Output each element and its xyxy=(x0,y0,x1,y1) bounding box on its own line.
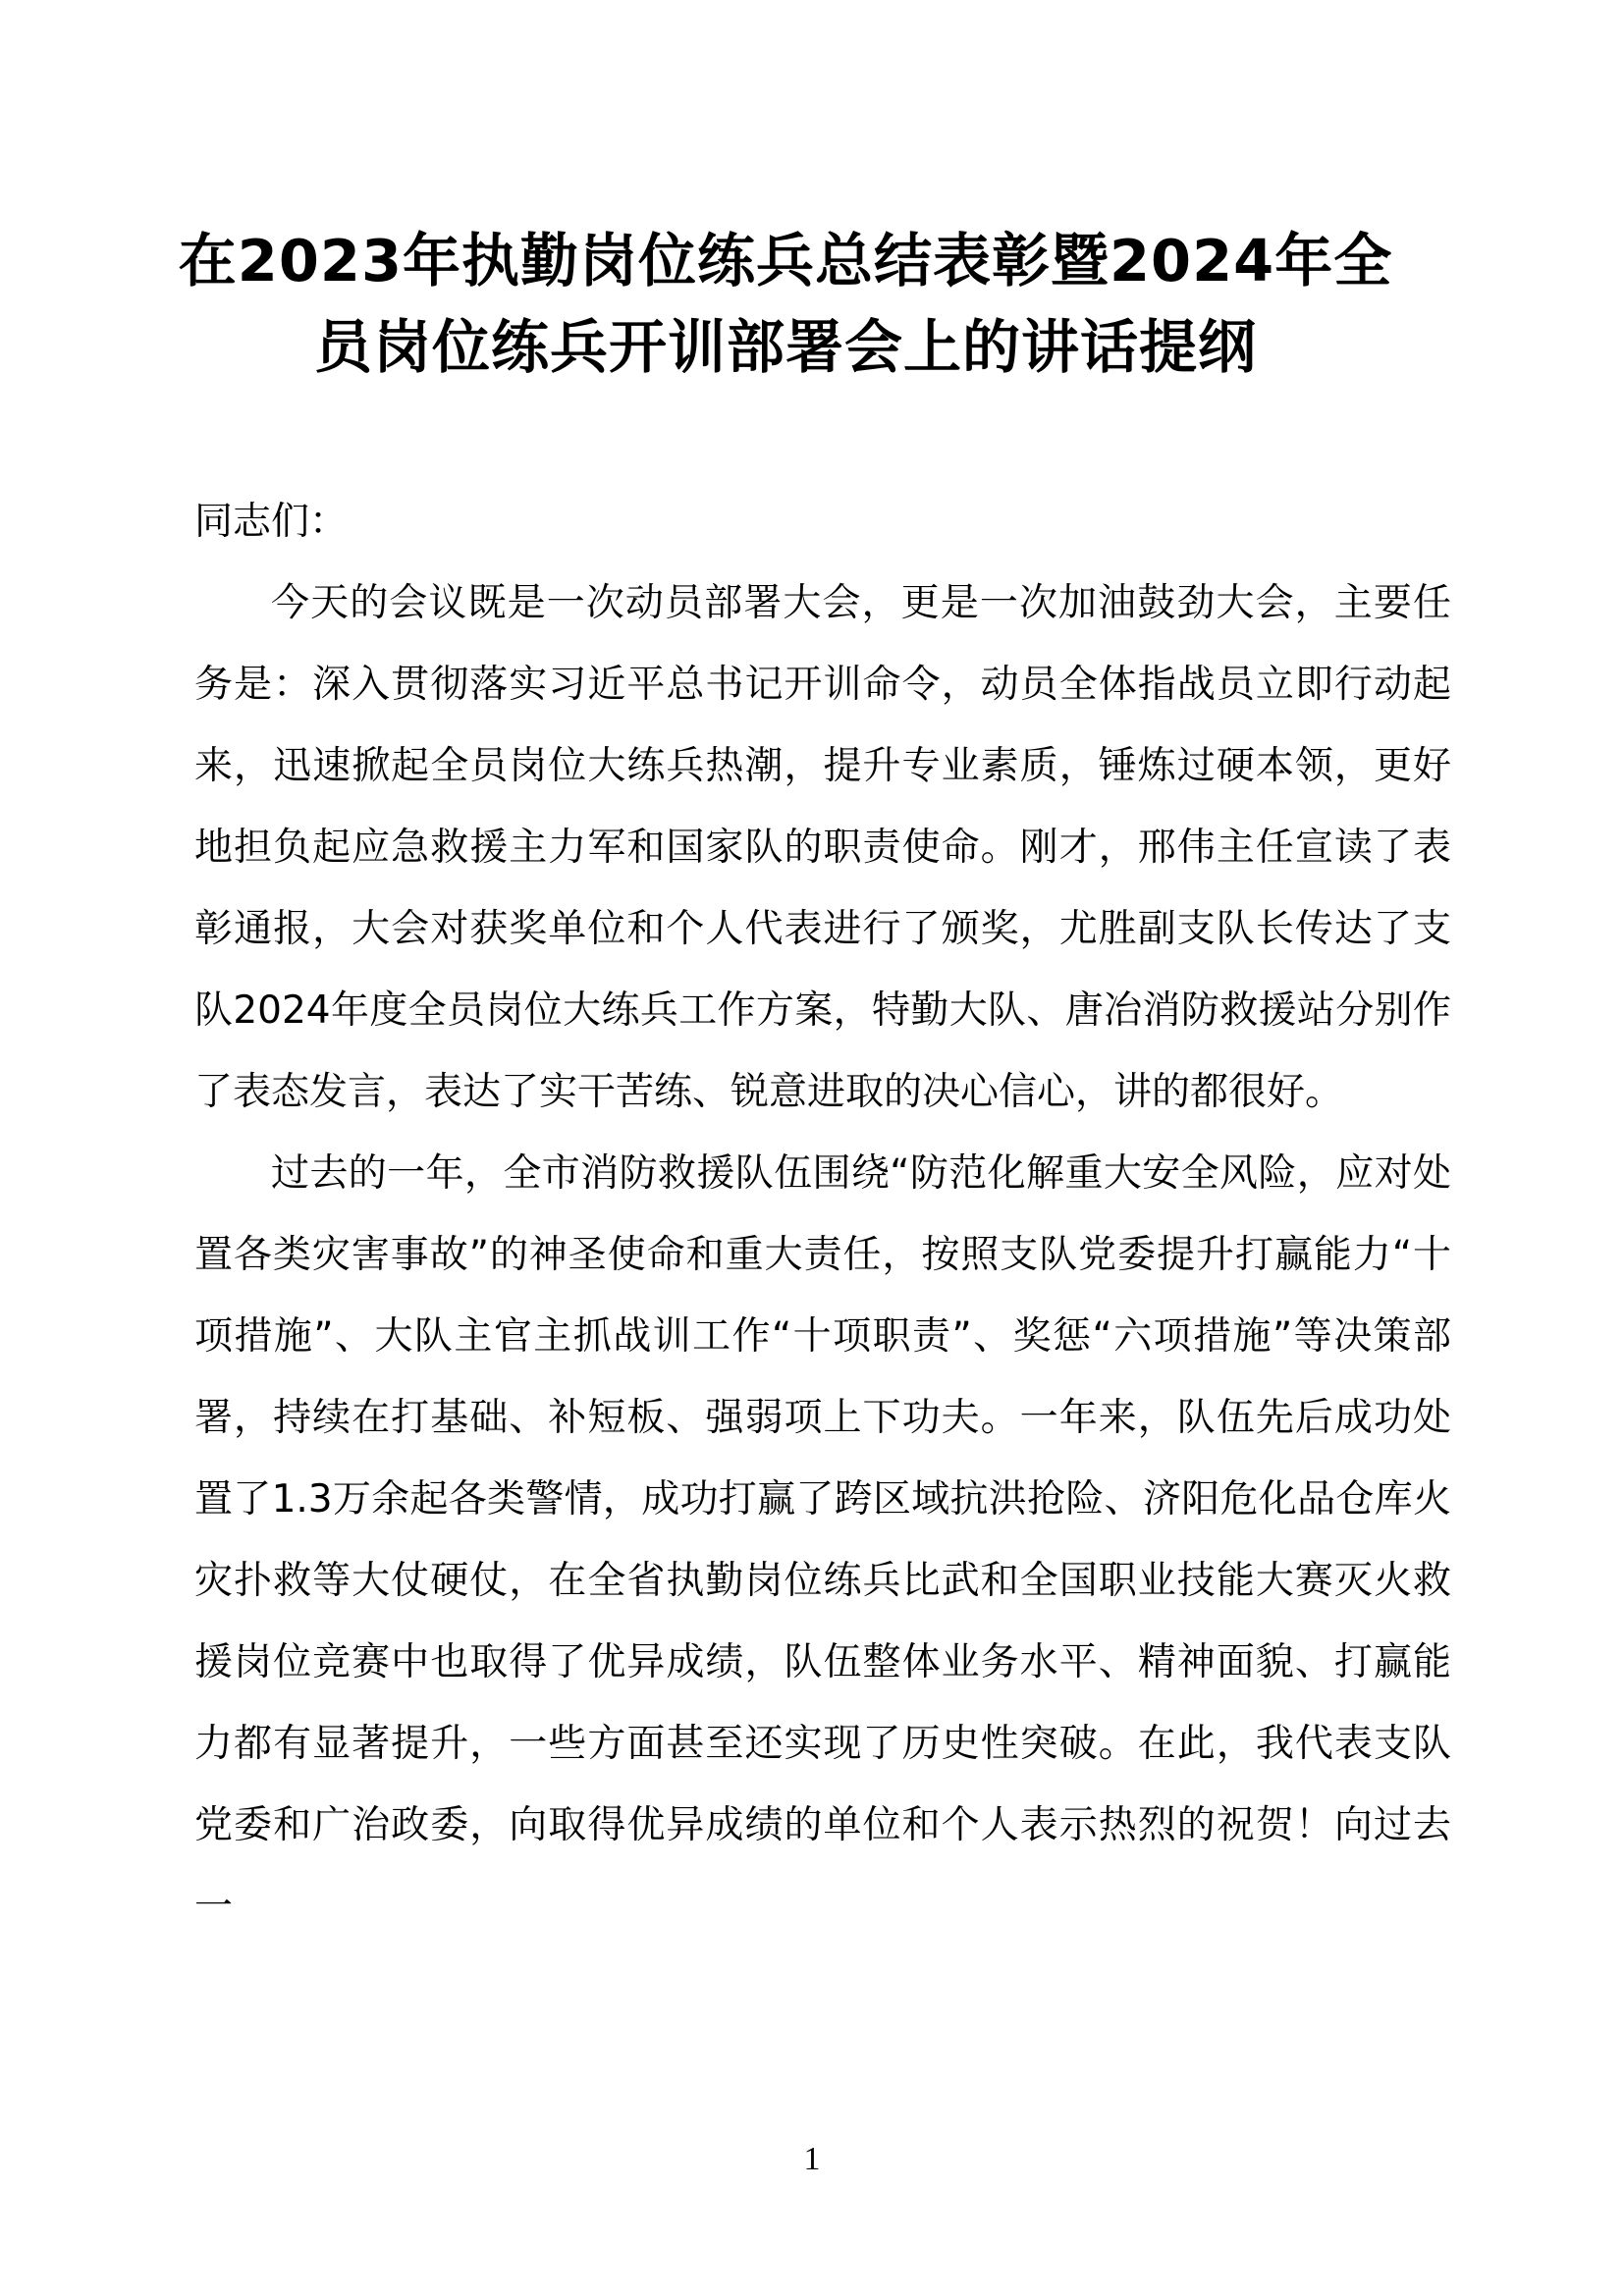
paragraph-2: 过去的一年，全市消防救援队伍围绕“防范化解重大安全风险，应对处置各类灾害事故”的神圣使命和重大责任，按照支队党委提升打赢能力“十项措施”、大队主官主抓战训工作“十项职责”、奖惩“六项措施”等决策部署，持续在打基础、补短板、强弱项上下功夫。一年来，队伍先后成功处置了1.3万余起各类警情，成功打赢了跨区域抗洪抢险、济阳危化品仓库火灾扑救等大仗硬仗，在全省执勤岗位练兵比武和全国职业技能大赛灭火救援岗位竞赛中也取得了优异成绩，队伍整体业务水平、精神面貌、打赢能力都有显著提升，一些方面甚至还实现了历史性突破。在此，我代表支队党委和广治政委，向取得优异成绩的单位和个人表示热烈的祝贺！向过去一 xyxy=(194,1151,1451,1929)
title-line-2: 员岗位练兵开训部署会上的讲话提纲 xyxy=(313,313,1257,381)
salutation: 同志们： xyxy=(194,500,349,544)
title-line-1: 在2023年执勤岗位练兵总结表彰暨2024年全 xyxy=(178,227,1393,294)
document-title xyxy=(147,218,1424,391)
document-body xyxy=(194,481,1451,1948)
page-number: 1 xyxy=(803,2141,821,2177)
paragraph-1: 今天的会议既是一次动员部署大会，更是一次加油鼓劲大会，主要任务是：深入贯彻落实习近平总书记开训命令，动员全体指战员立即行动起来，迅速掀起全员岗位大练兵热潮，提升专业素质，锤炼过硬本领，更好地担负起应急救援主力军和国家队的职责使命。刚才，邢伟主任宣读了表彰通报，大会对获奖单位和个人代表进行了颁奖，尤胜副支队长传达了支队2024年度全员岗位大练兵工作方案，特勤大队、唐冶消防救援站分别作了表态发言，表达了实干苦练、锐意进取的决心信心，讲的都很好。 xyxy=(194,581,1451,1114)
